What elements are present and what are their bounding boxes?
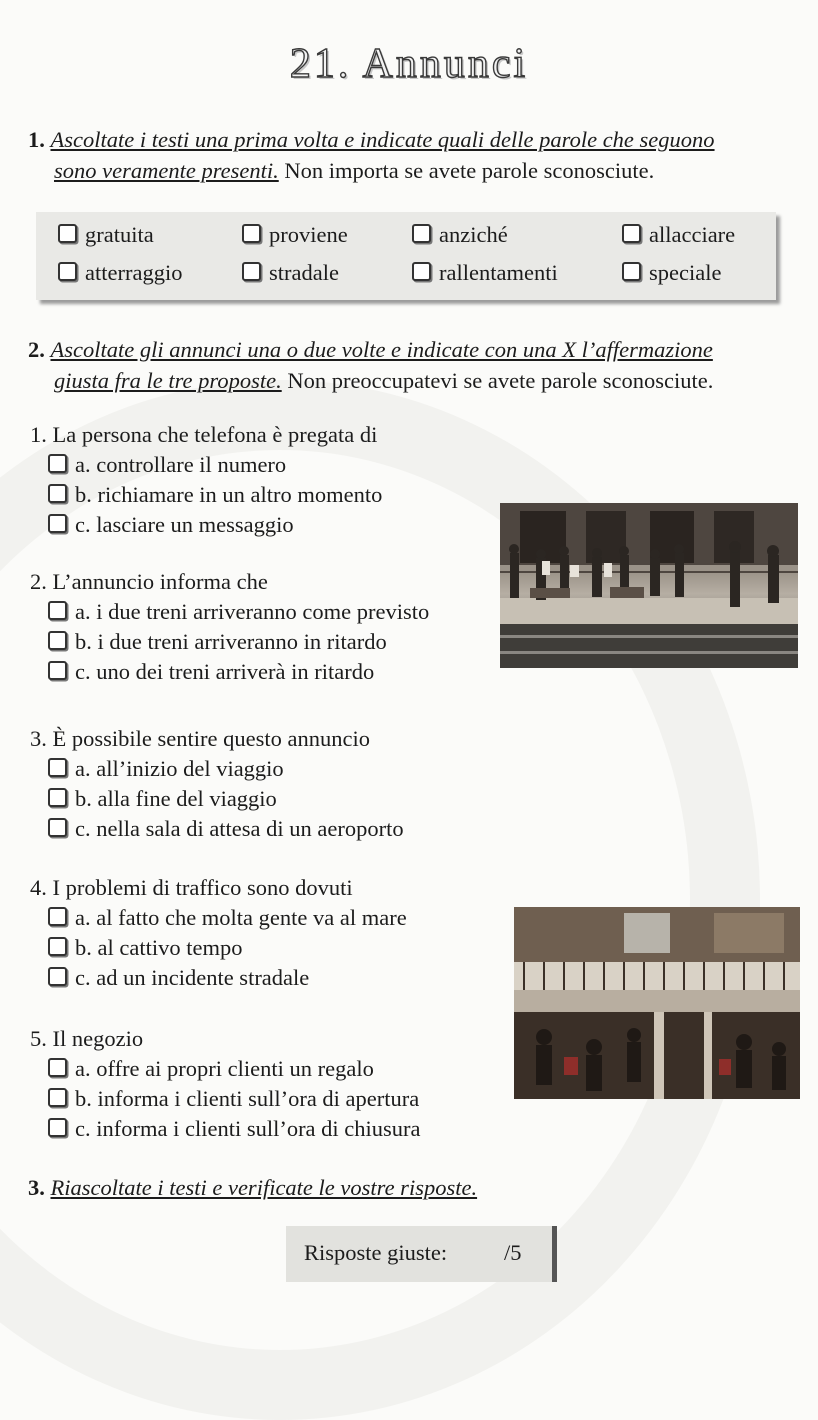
word-box	[36, 212, 776, 300]
checkbox-icon[interactable]	[48, 601, 67, 620]
question-3	[30, 724, 404, 844]
shop-interior-photo	[514, 907, 800, 1099]
exercise-2-rest: Non preoccupatevi se avete parole sconosciute.	[281, 368, 714, 393]
answer-option[interactable]: a. controllare il numero	[30, 450, 382, 480]
checkbox-icon[interactable]	[48, 788, 67, 807]
question-text: 5. Il negozio	[30, 1026, 144, 1051]
checkbox-icon[interactable]	[48, 631, 67, 650]
answer-option[interactable]: a. all’inizio del viaggio	[30, 754, 404, 784]
exercise-3-number: 3.	[28, 1175, 45, 1200]
answer-option[interactable]: b. al cattivo tempo	[30, 933, 407, 963]
exercise-2-number: 2.	[28, 337, 45, 362]
checkbox-icon[interactable]	[48, 967, 67, 986]
answer-option[interactable]: b. informa i clienti sull’ora di apertura	[30, 1084, 421, 1114]
exercise-1-number: 1.	[28, 127, 45, 152]
train-station-photo	[500, 503, 798, 668]
score-total: /5	[504, 1240, 522, 1265]
word-option[interactable]: anziché	[412, 222, 508, 248]
checkbox-icon[interactable]	[48, 758, 67, 777]
checkbox-icon[interactable]	[412, 224, 431, 243]
question-text: 3. È possibile sentire questo annuncio	[30, 726, 370, 751]
checkbox-icon[interactable]	[622, 262, 641, 281]
exercise-2-instruction	[28, 334, 813, 396]
question-text: 1. La persona che telefona è pregata di	[30, 422, 378, 447]
checkbox-icon[interactable]	[48, 514, 67, 533]
exercise-1-rest: Non importa se avete parole sconosciute.	[278, 158, 655, 183]
word-option[interactable]: proviene	[242, 222, 348, 248]
answer-option[interactable]: c. nella sala di attesa di un aeroporto	[30, 814, 404, 844]
word-option[interactable]: atterraggio	[58, 260, 182, 286]
checkbox-icon[interactable]	[48, 907, 67, 926]
checkbox-icon[interactable]	[48, 661, 67, 680]
exercise-3-instruction	[28, 1172, 477, 1203]
checkbox-icon[interactable]	[48, 818, 67, 837]
answer-option[interactable]: c. informa i clienti sull’ora di chiusura	[30, 1114, 421, 1144]
word-option[interactable]: speciale	[622, 260, 721, 286]
word-option[interactable]: rallentamenti	[412, 260, 558, 286]
checkbox-icon[interactable]	[48, 1118, 67, 1137]
checkbox-icon[interactable]	[48, 1058, 67, 1077]
question-text: 4. I problemi di traffico sono dovuti	[30, 875, 353, 900]
exercise-1-italic-2: sono veramente presenti.	[54, 158, 279, 183]
answer-option[interactable]: a. i due treni arriveranno come previsto	[30, 597, 429, 627]
checkbox-icon[interactable]	[412, 262, 431, 281]
page-title: 21. Annunci	[289, 41, 529, 87]
answer-option[interactable]: a. offre ai propri clienti un regalo	[30, 1054, 421, 1084]
checkbox-icon[interactable]	[58, 262, 77, 281]
word-option[interactable]: stradale	[242, 260, 339, 286]
word-option[interactable]: allacciare	[622, 222, 735, 248]
checkbox-icon[interactable]	[48, 484, 67, 503]
answer-option[interactable]: b. i due treni arriveranno in ritardo	[30, 627, 429, 657]
checkbox-icon[interactable]	[48, 1088, 67, 1107]
answer-option[interactable]: b. richiamare in un altro momento	[30, 480, 382, 510]
answer-option[interactable]: c. lasciare un messaggio	[30, 510, 382, 540]
checkbox-icon[interactable]	[48, 937, 67, 956]
word-option[interactable]: gratuita	[58, 222, 154, 248]
exercise-1-instruction	[28, 124, 808, 186]
answer-option[interactable]: a. al fatto che molta gente va al mare	[30, 903, 407, 933]
exercise-1-italic: Ascoltate i testi una prima volta e indicate quali delle parole che seguono	[50, 127, 715, 152]
train-station-illustration	[500, 503, 798, 668]
score-label: Risposte giuste:	[304, 1240, 448, 1265]
exercise-2-italic: Ascoltate gli annunci una o due volte e indicate con una X l’affermazione	[50, 337, 713, 362]
checkbox-icon[interactable]	[622, 224, 641, 243]
checkbox-icon[interactable]	[58, 224, 77, 243]
exercise-2-italic-2: giusta fra le tre proposte.	[54, 368, 282, 393]
question-4	[30, 873, 407, 993]
shop-interior-illustration	[514, 907, 800, 1099]
checkbox-icon[interactable]	[242, 262, 261, 281]
exercise-3-italic: Riascoltate i testi e verificate le vostre risposte.	[50, 1175, 478, 1200]
answer-option[interactable]: b. alla fine del viaggio	[30, 784, 404, 814]
checkbox-icon[interactable]	[48, 454, 67, 473]
score-box	[286, 1226, 557, 1282]
question-5	[30, 1024, 421, 1144]
checkbox-icon[interactable]	[242, 224, 261, 243]
question-text: 2. L’annuncio informa che	[30, 569, 268, 594]
question-2	[30, 567, 429, 687]
answer-option[interactable]: c. uno dei treni arriverà in ritardo	[30, 657, 429, 687]
answer-option[interactable]: c. ad un incidente stradale	[30, 963, 407, 993]
question-1	[30, 420, 382, 540]
